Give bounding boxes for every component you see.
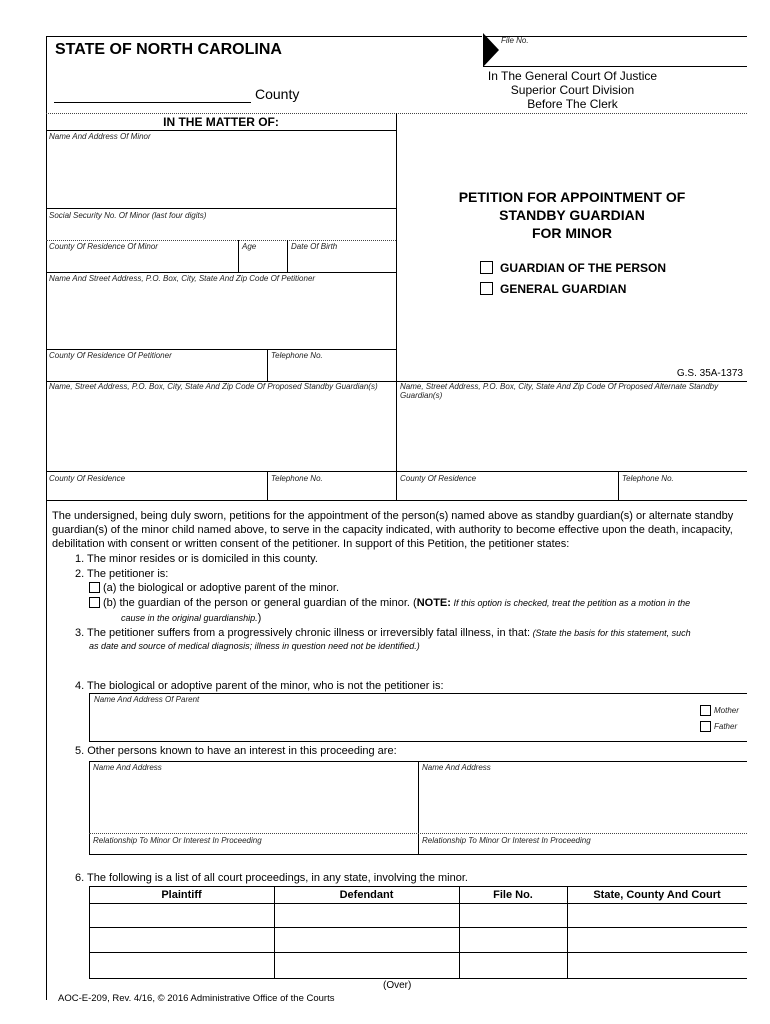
item-1: 1. The minor resides or is domiciled in this county.: [75, 553, 318, 565]
item-3-text: [75, 626, 747, 640]
alternate-county-label: County Of Residence: [400, 474, 477, 483]
petitioner-address-field[interactable]: [47, 286, 395, 348]
form-title-line-3: FOR MINOR: [531, 225, 613, 241]
state-title: STATE OF NORTH CAROLINA: [55, 41, 282, 58]
parent-name-address-label: Name And Address Of Parent: [94, 695, 200, 704]
item-3-note-2: as date and source of medical diagnosis; illness in question need not be identified.): [89, 641, 420, 651]
interested-2-name-label: Name And Address: [422, 763, 491, 772]
statute-reference: G.S. 35A-1373: [676, 368, 743, 379]
father-label: Father: [714, 722, 738, 731]
minor-county-label: County Of Residence Of Minor: [49, 242, 158, 251]
proposed-telephone-label: Telephone No.: [271, 474, 323, 483]
file-no-field[interactable]: [483, 36, 747, 37]
proposed-guardian-field[interactable]: [47, 404, 395, 470]
over-label: (Over): [383, 980, 412, 991]
col-defendant: Defendant: [339, 889, 394, 901]
interested-2-relationship-label: Relationship To Minor Or Interest In Proceeding: [422, 836, 591, 845]
item-2: 2. The petitioner is:: [75, 568, 169, 580]
col-file-no: File No.: [493, 889, 533, 901]
item-5: 5. Other persons known to have an interest in this proceeding are:: [75, 745, 397, 757]
file-no-marker-icon: [483, 33, 499, 67]
form-title-line-2: STANDBY GUARDIAN: [499, 207, 645, 223]
court-line-3: Before The Clerk: [527, 97, 618, 111]
minor-age-label: Age: [242, 242, 257, 251]
option-b-note-2: cause in the original guardianship.: [121, 613, 258, 623]
court-line-2: Superior Court Division: [510, 83, 635, 97]
interested-1-relationship-label: Relationship To Minor Or Interest In Proceeding: [93, 836, 262, 845]
item-3-text-2: [89, 639, 420, 653]
alternate-guardian-label: Name, Street Address, P.O. Box, City, State And Zip Code Of Proposed Alternate Standby Guardian(s): [400, 382, 719, 400]
general-guardian-checkbox[interactable]: [480, 282, 493, 295]
intro-paragraph: The undersigned, being duly sworn, petitions for the appointment of the person(s) named above as standby guardian(s) or alternate standby guardian(s) of the minor child named above, to serve in the capacity indicated, with authority to become effective upon the death, incapacity, debilitation with consent or written consent of the petitioner. In support of this Petition, the petitioner states:: [52, 510, 734, 550]
proposed-guardian-label: Name, Street Address, P.O. Box, City, State And Zip Code Of Proposed Standby Guardian(s): [49, 382, 378, 391]
option-a-label: (a) the biological or adoptive parent of the minor.: [103, 582, 340, 594]
item-3-note: (State the basis for this statement, such: [530, 628, 691, 638]
illness-basis-field[interactable]: [89, 655, 744, 677]
interested-1-name-label: Name And Address: [93, 763, 162, 772]
guardian-of-person-checkbox[interactable]: [480, 261, 493, 274]
general-guardian-label: GENERAL GUARDIAN: [500, 282, 627, 296]
county-label: County: [255, 86, 300, 102]
father-checkbox[interactable]: [700, 721, 711, 732]
petitioner-address-label: Name And Street Address, P.O. Box, City, State And Zip Code Of Petitioner: [49, 274, 316, 283]
minor-name-address-field[interactable]: [47, 144, 395, 207]
option-b-text: [103, 596, 748, 610]
guardian-of-person-label: GUARDIAN OF THE PERSON: [500, 261, 667, 275]
option-b-label: (b) the guardian of the person or general guardian of the minor. (: [103, 597, 417, 609]
court-line-1: In The General Court Of Justice: [487, 69, 658, 83]
parent-name-address-field[interactable]: [90, 707, 695, 739]
option-a-checkbox[interactable]: [89, 582, 100, 593]
option-b-checkbox[interactable]: [89, 597, 100, 608]
mother-label: Mother: [714, 706, 739, 715]
petitioner-telephone-label: Telephone No.: [271, 351, 323, 360]
minor-name-address-label: Name And Address Of Minor: [49, 132, 151, 141]
form-id: AOC-E-209, Rev. 4/16, © 2016 Administrative Office of the Courts: [58, 993, 335, 1004]
option-b-note-bold: NOTE:: [416, 597, 451, 609]
option-b-note: If this option is checked, treat the petition as a motion in the: [450, 598, 691, 608]
interested-1-name-field[interactable]: [90, 775, 416, 831]
minor-dob-label: Date Of Birth: [291, 242, 338, 251]
alternate-telephone-label: Telephone No.: [622, 474, 674, 483]
table-row[interactable]: [90, 904, 746, 926]
table-row[interactable]: [90, 928, 746, 951]
petitioner-county-label: County Of Residence Of Petitioner: [49, 351, 172, 360]
form-title-line-1: PETITION FOR APPOINTMENT OF: [458, 189, 686, 205]
county-field[interactable]: [54, 102, 251, 103]
alternate-guardian-field[interactable]: [398, 404, 746, 470]
mother-checkbox[interactable]: [700, 705, 711, 716]
file-no-label: File No.: [501, 36, 529, 45]
option-b-close: ): [257, 612, 262, 624]
col-plaintiff: Plaintiff: [161, 889, 202, 901]
interested-2-name-field[interactable]: [419, 775, 745, 831]
proposed-county-label: County Of Residence: [49, 474, 126, 483]
minor-ssn-label: Social Security No. Of Minor (last four digits): [49, 211, 207, 220]
col-state-county-court: State, County And Court: [593, 889, 721, 901]
item-4: 4. The biological or adoptive parent of the minor, who is not the petitioner is:: [75, 680, 444, 692]
table-row[interactable]: [90, 953, 746, 977]
item-3-label: 3. The petitioner suffers from a progressively chronic illness or irreversibly fatal illness, in that:: [75, 627, 531, 639]
matter-heading: IN THE MATTER OF:: [163, 115, 279, 129]
item-6: 6. The following is a list of all court proceedings, in any state, involving the minor.: [75, 872, 468, 884]
option-b-text-2: [121, 611, 261, 625]
